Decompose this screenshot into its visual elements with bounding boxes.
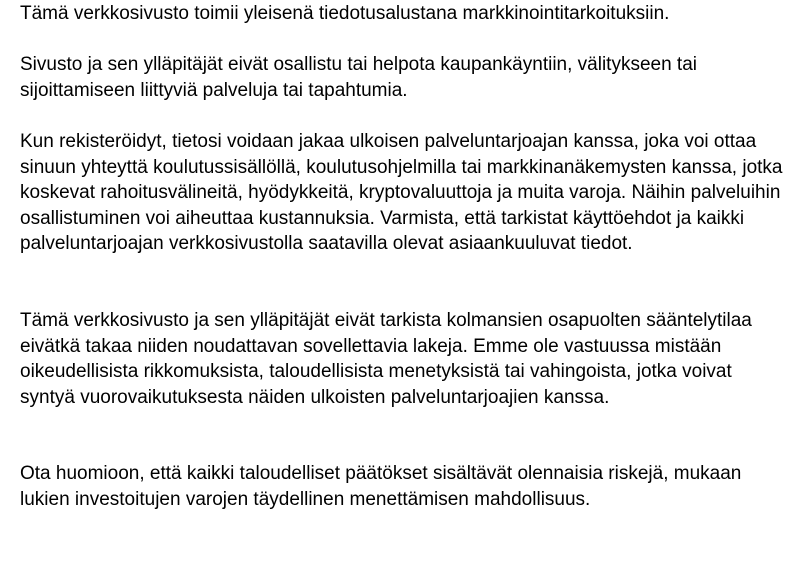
disclaimer-paragraph-risk: Ota huomioon, että kaikki taloudelliset päätökset sisältävät olennaisia riskejä, mukaan lukien investoitujen varojen täydellinen menettämisen mahdollisuus.: [20, 463, 742, 510]
disclaimer-paragraph-data-sharing: Kun rekisteröidyt, tietosi voidaan jakaa ulkoisen palveluntarjoajan kanssa, joka voi ottaa sinuun yhteyttä koulutussisällöllä, koulutusohjelmilla tai markkinanäkemysten kanssa, jotka koskevat rahoitusvälineitä, hyödykkeitä, kryptovaluuttoja ja muita varoja. Näihin palveluihin osallistuminen voi aiheuttaa kustannuksia. Varmista, että tarkistat käyttöehdot ja kaikki palveluntarjoajan verkkosivustolla saatavilla olevat asiaankuuluvat tiedot.: [20, 131, 783, 255]
disclaimer-paragraph-no-trading: Sivusto ja sen ylläpitäjät eivät osallistu tai helpota kaupankäyntiin, välitykseen tai sijoittamiseen liittyviä palveluja tai tapahtumia.: [20, 54, 697, 101]
disclaimer-paragraph-liability: Tämä verkkosivusto ja sen ylläpitäjät eivät tarkista kolmansien osapuolten sääntelytilaa eivätkä takaa niiden noudattavan sovellettavia lakeja. Emme ole vastuussa mistään oikeudellisista rikkomuksista, taloudellisista menetyksistä tai vahingoista, jotka voivat syntyä vuorovaikutuksesta näiden ulkoisten palveluntarjoajien kanssa.: [20, 310, 752, 408]
disclaimer-paragraph-purpose: Tämä verkkosivusto toimii yleisenä tiedotusalustana markkinointitarkoituksiin.: [20, 3, 670, 24]
